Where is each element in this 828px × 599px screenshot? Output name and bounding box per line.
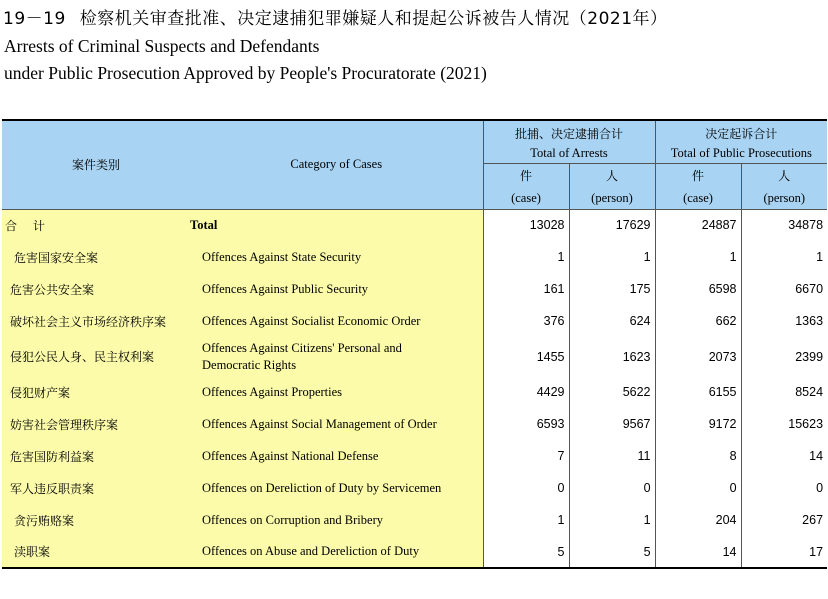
row-label-cn: 渎职案 <box>2 536 190 568</box>
header-person-cn: 人 <box>778 168 791 183</box>
header-prosecutions-en: Total of Public Prosecutions <box>655 145 827 163</box>
header-pros-case <box>655 163 741 209</box>
table-row <box>2 273 827 305</box>
row-label-en: Offences Against Socialist Economic Order <box>190 305 483 337</box>
prosecution-case-value: 204 <box>655 504 741 536</box>
prosecution-person-value: 8524 <box>741 376 827 408</box>
table-row <box>2 536 827 568</box>
title-cn-text: 检察机关审查批准、决定逮捕犯罪嫌疑人和提起公诉被告人情况（2021年） <box>79 9 668 29</box>
arrest-case-value: 4429 <box>483 376 569 408</box>
table-row <box>2 337 827 376</box>
arrest-case-value: 13028 <box>483 209 569 241</box>
row-label-cn: 侵犯财产案 <box>2 376 190 408</box>
arrest-person-value: 5622 <box>569 376 655 408</box>
table-row <box>2 440 827 472</box>
table-row <box>2 241 827 273</box>
row-label-en: Offences Against Public Security <box>190 273 483 305</box>
header-arrests-en: Total of Arrests <box>483 145 655 163</box>
row-label-en: Offences on Corruption and Bribery <box>190 504 483 536</box>
page-title-en-line1: Arrests of Criminal Suspects and Defendants <box>4 36 320 56</box>
prosecution-person-value: 15623 <box>741 408 827 440</box>
arrest-person-value: 1 <box>569 241 655 273</box>
table-row <box>2 408 827 440</box>
header-person-en: (person) <box>763 190 806 205</box>
table-row <box>2 504 827 536</box>
arrest-person-value: 9567 <box>569 408 655 440</box>
prosecution-case-value: 2073 <box>655 337 741 376</box>
arrest-case-value: 376 <box>483 305 569 337</box>
table-row <box>2 376 827 408</box>
table-row <box>2 472 827 504</box>
row-label-cn: 危害公共安全案 <box>2 273 190 305</box>
row-label-cn: 危害国家安全案 <box>2 241 190 273</box>
header-arrests-cn: 批捕、决定逮捕合计 <box>483 120 655 145</box>
row-label-en <box>190 337 483 376</box>
arrest-person-value: 11 <box>569 440 655 472</box>
header-category-en: Category of Cases <box>190 120 483 209</box>
prosecution-person-value: 267 <box>741 504 827 536</box>
arrest-person-value: 0 <box>569 472 655 504</box>
row-label-cn: 合 计 <box>2 209 190 241</box>
prosecution-case-value: 6155 <box>655 376 741 408</box>
arrest-case-value: 1455 <box>483 337 569 376</box>
row-label-cn: 侵犯公民人身、民主权利案 <box>2 337 190 376</box>
header-case-cn: 件 <box>692 168 705 183</box>
arrest-case-value: 1 <box>483 504 569 536</box>
row-label-cn: 贪污贿赂案 <box>2 504 190 536</box>
prosecution-case-value: 662 <box>655 305 741 337</box>
arrest-case-value: 0 <box>483 472 569 504</box>
row-label-cn: 破坏社会主义市场经济秩序案 <box>2 305 190 337</box>
prosecution-case-value: 24887 <box>655 209 741 241</box>
prosecution-person-value: 0 <box>741 472 827 504</box>
row-label-en: Offences Against State Security <box>190 241 483 273</box>
row-label-en: Offences on Abuse and Dereliction of Duty <box>190 536 483 568</box>
prosecution-person-value: 1363 <box>741 305 827 337</box>
row-label-cn: 危害国防利益案 <box>2 440 190 472</box>
header-case-cn: 件 <box>519 168 532 183</box>
header-person-cn: 人 <box>606 168 619 183</box>
page-title-cn <box>3 4 668 29</box>
arrest-case-value: 7 <box>483 440 569 472</box>
prosecution-person-value: 17 <box>741 536 827 568</box>
header-case-en: (case) <box>511 190 541 205</box>
arrest-person-value: 5 <box>569 536 655 568</box>
row-label-en: Offences on Dereliction of Duty by Servicemen <box>190 472 483 504</box>
prosecution-case-value: 1 <box>655 241 741 273</box>
prosecution-person-value: 14 <box>741 440 827 472</box>
arrest-person-value: 175 <box>569 273 655 305</box>
row-label-en: Offences Against Properties <box>190 376 483 408</box>
header-person-en: (person) <box>591 190 633 205</box>
row-label-cn: 军人违反职责案 <box>2 472 190 504</box>
arrest-person-value: 1623 <box>569 337 655 376</box>
prosecution-case-value: 14 <box>655 536 741 568</box>
prosecution-person-value: 1 <box>741 241 827 273</box>
header-category-cn: 案件类别 <box>2 120 190 209</box>
table-row-total <box>2 209 827 241</box>
prosecution-person-value: 2399 <box>741 337 827 376</box>
table-number: 19－19 <box>3 9 66 29</box>
arrest-person-value: 17629 <box>569 209 655 241</box>
prosecution-case-value: 6598 <box>655 273 741 305</box>
row-label-en: Total <box>190 209 483 241</box>
arrest-person-value: 624 <box>569 305 655 337</box>
row-label-en: Offences Against National Defense <box>190 440 483 472</box>
page-title-en-line2: under Public Prosecution Approved by People's Procuratorate (2021) <box>4 63 487 83</box>
header-prosecutions-cn: 决定起诉合计 <box>655 120 827 145</box>
row-label-en: Offences Against Social Management of Order <box>190 408 483 440</box>
header-arrest-case <box>483 163 569 209</box>
header-arrest-person <box>569 163 655 209</box>
prosecution-person-value: 34878 <box>741 209 827 241</box>
arrest-case-value: 6593 <box>483 408 569 440</box>
prosecution-case-value: 9172 <box>655 408 741 440</box>
header-case-en: (case) <box>683 190 713 205</box>
statistics-table <box>2 119 827 569</box>
row-label-cn: 妨害社会管理秩序案 <box>2 408 190 440</box>
header-pros-person <box>741 163 827 209</box>
prosecution-case-value: 8 <box>655 440 741 472</box>
table-row <box>2 305 827 337</box>
arrest-person-value: 1 <box>569 504 655 536</box>
arrest-case-value: 1 <box>483 241 569 273</box>
arrest-case-value: 5 <box>483 536 569 568</box>
prosecution-case-value: 0 <box>655 472 741 504</box>
row-label-en-text: Offences Against Citizens' Personal and Democratic Rights <box>202 340 402 372</box>
arrest-case-value: 161 <box>483 273 569 305</box>
prosecution-person-value: 6670 <box>741 273 827 305</box>
